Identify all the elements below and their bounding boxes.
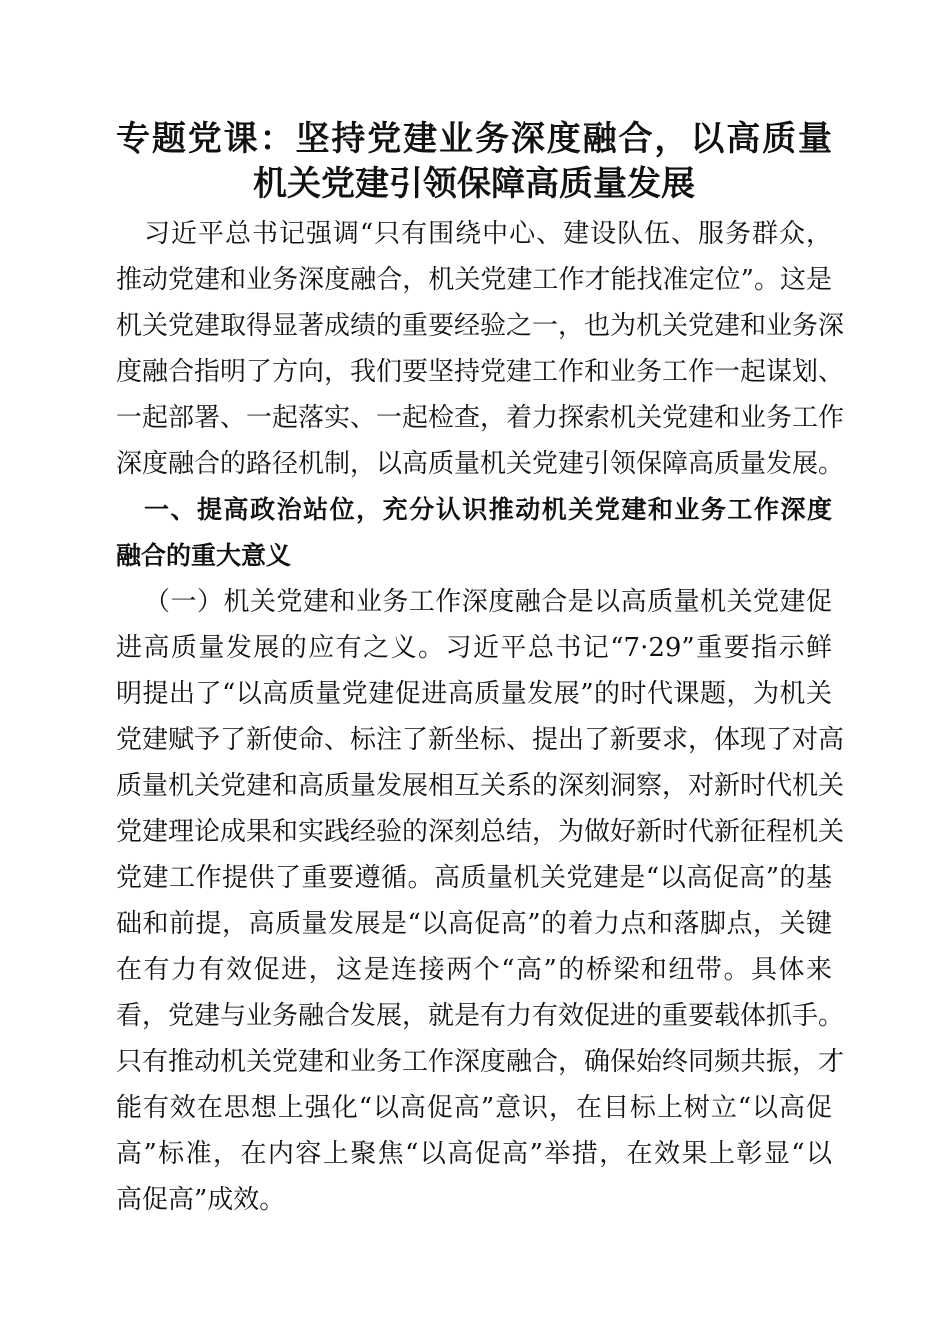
text-line: 高促高”成效。 xyxy=(116,1185,286,1215)
text-line: （一）机关党建和业务工作深度融合是以高质量机关党建促 xyxy=(144,587,832,617)
text-line: 在有力有效促进，这是连接两个“高”的桥梁和纽带。具体来 xyxy=(116,955,832,985)
text-line: 党建理论成果和实践经验的深刻总结，为做好新时代新征程机关 xyxy=(116,817,845,847)
text-line: 度融合指明了方向，我们要坚持党建工作和业务工作一起谋划、 xyxy=(116,357,845,387)
text-line: 党建工作提供了重要遵循。高质量机关党建是“以高促高”的基 xyxy=(116,863,832,893)
text-line: 明提出了“以高质量党建促进高质量发展”的时代课题，为机关 xyxy=(116,679,832,709)
text-line: 习近平总书记强调“只有围绕中心、建设队伍、服务群众， xyxy=(144,219,832,249)
text-line: 党建赋予了新使命、标注了新坐标、提出了新要求，体现了对高 xyxy=(116,725,845,755)
title-line: 机关党建引领保障高质量发展 xyxy=(253,164,695,204)
document-title xyxy=(116,117,832,207)
section-heading xyxy=(116,487,832,579)
text-line: 一起部署、一起落实、一起检查，着力探索机关党建和业务工作 xyxy=(116,403,845,433)
text-line: 机关党建取得显著成绩的重要经验之一，也为机关党建和业务深 xyxy=(116,311,845,341)
title-line: 专题党课：坚持党建业务深度融合，以高质量 xyxy=(116,119,832,159)
paragraph xyxy=(116,211,845,487)
text-line: 高”标准，在内容上聚焦“以高促高”举措，在效果上彰显“以 xyxy=(116,1139,832,1169)
paragraph xyxy=(116,579,845,1223)
text-line: 看，党建与业务融合发展，就是有力有效促进的重要载体抓手。 xyxy=(116,1001,845,1031)
text-line: 能有效在思想上强化“以高促高”意识，在目标上树立“以高促 xyxy=(116,1093,832,1123)
text-line: 质量机关党建和高质量发展相互关系的深刻洞察，对新时代机关 xyxy=(116,771,845,801)
text-line: 深度融合的路径机制，以高质量机关党建引领保障高质量发展。 xyxy=(116,449,845,479)
text-line: 一、提高政治站位，充分认识推动机关党建和业务工作深度 xyxy=(144,495,832,524)
text-line: 进高质量发展的应有之义。习近平总书记“7·29”重要指示鲜 xyxy=(116,633,832,663)
text-line: 推动党建和业务深度融合，机关党建工作才能找准定位”。这是 xyxy=(116,265,832,295)
text-line: 础和前提，高质量发展是“以高促高”的着力点和落脚点，关键 xyxy=(116,909,832,939)
text-line: 融合的重大意义 xyxy=(116,541,292,570)
document-page xyxy=(116,117,845,1223)
text-line: 只有推动机关党建和业务工作深度融合，确保始终同频共振，才 xyxy=(116,1047,845,1077)
document-body xyxy=(116,211,845,1223)
